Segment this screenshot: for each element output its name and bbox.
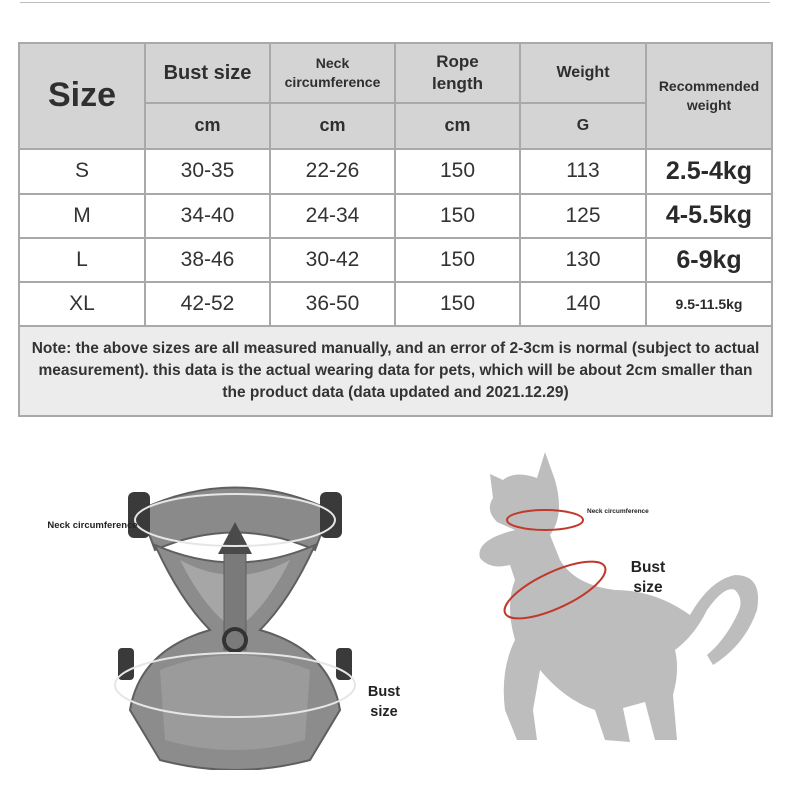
header-recommended-text: Recommended weight: [658, 77, 760, 113]
cell-neck: 36-50: [270, 282, 395, 326]
note-row: [19, 326, 772, 416]
cell-bust: 38-46: [145, 238, 270, 282]
cell-weight: 125: [520, 194, 646, 238]
header-neck-circumference: [270, 43, 395, 103]
table-row: [19, 238, 772, 282]
harness-neck-label: Neck circumference: [47, 520, 138, 531]
cat-silhouette: [479, 452, 758, 742]
cell-rope: 150: [395, 282, 520, 326]
top-divider: [20, 2, 770, 3]
table-row: [19, 194, 772, 238]
unit-weight: G: [520, 103, 646, 148]
header-rope-text: Rope length: [432, 52, 483, 94]
cell-neck: 30-42: [270, 238, 395, 282]
cell-weight: 113: [520, 149, 646, 194]
table-row: [19, 149, 772, 194]
table-row: [19, 282, 772, 326]
unit-neck: cm: [270, 103, 395, 148]
right-buckle-icon: [320, 492, 342, 538]
header-rope-length: [395, 43, 520, 103]
cell-recommended: 2.5-4kg: [646, 149, 772, 194]
header-recommended-weight: [646, 43, 772, 149]
cell-weight: 130: [520, 238, 646, 282]
harness-chest-mesh: [160, 655, 310, 750]
header-weight: Weight: [520, 43, 646, 103]
harness-bust-label: Bust size: [367, 684, 401, 720]
header-size: Size: [19, 43, 145, 149]
header-bust-size: Bust size: [145, 43, 270, 103]
size-chart-table: [18, 42, 773, 417]
cell-weight: 140: [520, 282, 646, 326]
header-neck-text: Neck circumference: [284, 55, 381, 91]
cell-neck: 24-34: [270, 194, 395, 238]
cell-size: XL: [19, 282, 145, 326]
cell-rope: 150: [395, 194, 520, 238]
unit-bust: cm: [145, 103, 270, 148]
note-text: Note: the above sizes are all measured manually, and an error of 2-3cm is normal (subject to actual measurement). this data is the actual wearing data for pets, which will be about 2cm smaller than the product data (data updated and 2021.12.29): [19, 326, 772, 416]
unit-rope: cm: [395, 103, 520, 148]
cat-illustration: [445, 440, 775, 770]
cell-size: S: [19, 149, 145, 194]
cat-bust-label: Bust size: [630, 559, 666, 596]
harness-illustration: [100, 470, 370, 770]
cell-recommended: 6-9kg: [646, 238, 772, 282]
cell-recommended: 9.5-11.5kg: [646, 282, 772, 326]
table-header-row: [19, 43, 772, 103]
cell-bust: 42-52: [145, 282, 270, 326]
cell-rope: 150: [395, 149, 520, 194]
cell-size: L: [19, 238, 145, 282]
cell-size: M: [19, 194, 145, 238]
cat-neck-label: Neck circumference: [587, 508, 649, 515]
cell-recommended: 4-5.5kg: [646, 194, 772, 238]
cell-bust: 30-35: [145, 149, 270, 194]
cell-rope: 150: [395, 238, 520, 282]
cell-bust: 34-40: [145, 194, 270, 238]
cell-neck: 22-26: [270, 149, 395, 194]
